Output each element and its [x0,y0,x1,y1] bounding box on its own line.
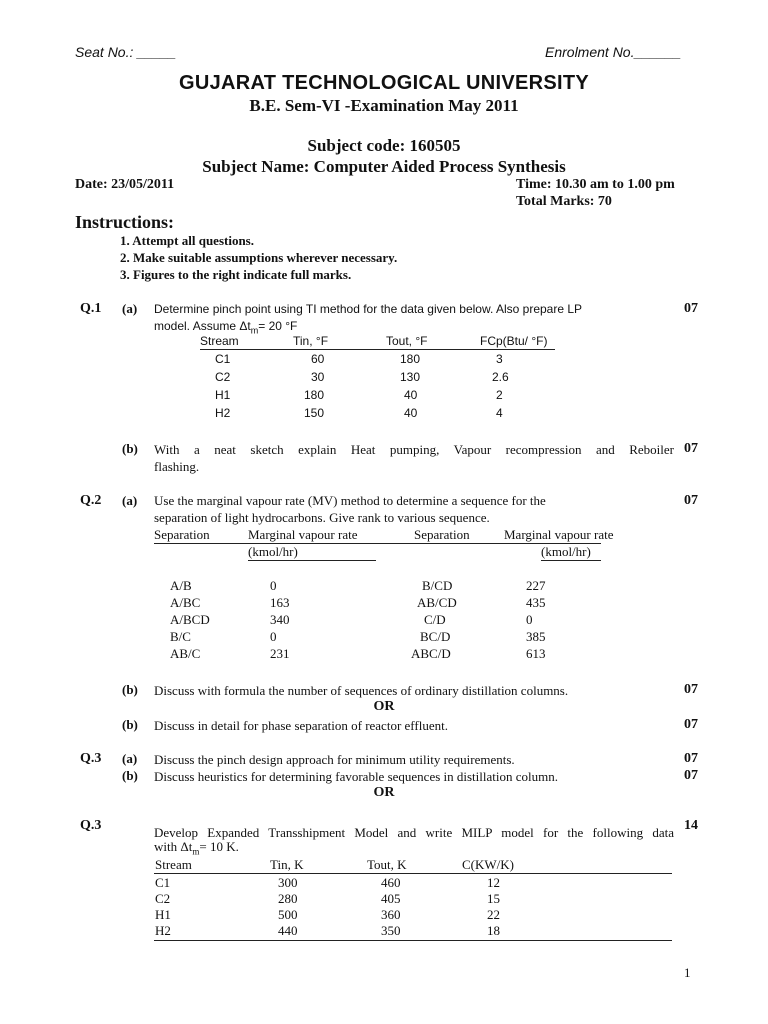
table-header: Marginal vapour rate [504,527,614,542]
table-cell: C2 [155,891,171,906]
part-label: (a) [122,301,138,316]
table-cell: 163 [270,595,290,610]
question-text-line: separation of light hydrocarbons. Give rank to various sequence. [154,510,490,525]
marks-value: 07 [684,441,698,456]
table-header: Tout, °F [386,334,428,348]
table-cell: 0 [270,578,277,593]
table-cell: C1 [215,352,231,366]
total-marks: Total Marks: 70 [516,194,612,209]
table-unit: (kmol/hr) [248,544,298,559]
question-text: Discuss the pinch design approach for minimum utility requirements. [154,752,515,767]
underline [541,560,601,561]
table-cell: 40 [404,406,418,420]
exam-title: B.E. Sem-VI -Examination May 2011 [249,96,519,115]
table-cell: 300 [278,875,298,890]
or-separator: OR [373,785,395,800]
table-cell: 4 [496,406,503,420]
table-unit: (kmol/hr) [541,544,591,559]
instructions-heading: Instructions: [75,212,175,232]
table-cell: 0 [270,629,277,644]
marks-value: 07 [684,768,698,783]
table-cell: H2 [155,923,171,938]
table-row [200,370,580,388]
table-cell: 18 [487,923,500,938]
question-number: Q.3 [80,751,102,766]
table-cell: 231 [270,646,290,661]
table-cell: 130 [400,370,421,384]
table-cell: 405 [381,891,401,906]
table-cell: C/D [424,612,446,627]
question-text [154,826,674,859]
table-cell: 15 [487,891,500,906]
table-cell: 2.6 [492,370,509,384]
part-label: (a) [122,751,138,766]
table-header: Separation [154,527,210,542]
subject-code: Subject code: 160505 [307,136,461,155]
question-text-line: Develop Expanded Transshipment Model and write MILP model for the following data [154,825,674,840]
table-cell: 30 [311,370,325,384]
table-cell: A/B [170,578,192,593]
table-cell: 500 [278,907,298,922]
table-cell: 22 [487,907,500,922]
question-text [154,492,546,526]
instruction-item: 2. Make suitable assumptions wherever necessary. [120,250,398,265]
question-text-line: Determine pinch point using TI method for the data given below. Also prepare LP [154,302,583,316]
question-text-line: flashing. [154,459,200,474]
question-text-line: Use the marginal vapour rate (MV) method to determine a sequence for the [154,493,546,508]
question-text-part: = 20 °F [258,319,298,333]
table-header: Stream [200,334,239,348]
table-cell: ABC/D [411,646,451,661]
question-number: Q.1 [80,301,102,316]
table-header: Stream [155,857,192,872]
table-cell: 385 [526,629,546,644]
underline [154,543,202,544]
subscript: m [192,846,200,857]
table-cell: H2 [215,406,231,420]
table-cell: 60 [311,352,325,366]
table-cell: BC/D [420,629,451,644]
table-cell: 440 [278,923,298,938]
instruction-item: 1. Attempt all questions. [120,233,254,248]
exam-date: Date: 23/05/2011 [75,177,175,192]
table-header: Tin, °F [293,334,329,348]
table-cell: A/BC [170,595,201,610]
table-header: Tout, K [367,857,407,872]
marks-value: 07 [684,717,698,732]
enrolment-number-field: Enrolment No.______ [545,44,682,60]
table-cell: 0 [526,612,533,627]
table-cell: C1 [155,875,171,890]
question-text-part: with Δt [154,839,193,854]
table-cell: 3 [496,352,503,366]
part-label: (b) [122,768,138,783]
table-cell: 340 [270,612,290,627]
page-number: 1 [684,965,691,980]
table-cell: 613 [526,646,546,661]
question-number: Q.3 [80,818,102,833]
pinch-data-table [200,334,580,424]
table-cell: C2 [215,370,231,384]
table-header: Tin, K [270,857,304,872]
table-header: FCp(Btu/ °F) [480,334,548,348]
table-cell: 227 [526,578,546,593]
marks-value: 14 [684,818,698,833]
table-header: Separation [414,527,470,542]
table-row [200,352,580,370]
table-row [200,388,580,406]
table-cell: 460 [381,875,401,890]
instruction-item: 3. Figures to the right indicate full marks. [120,267,352,282]
marks-value: 07 [684,493,698,508]
table-cell: 350 [381,923,401,938]
part-label: (a) [122,493,138,508]
table-cell: 12 [487,875,500,890]
table-cell: 150 [304,406,325,420]
table-cell: 280 [278,891,298,906]
table-cell: 2 [496,388,503,402]
question-text [154,441,674,475]
part-label: (b) [122,717,138,732]
table-cell: B/CD [422,578,453,593]
question-text-line [154,840,674,859]
marks-value: 07 [684,301,698,316]
table-cell: AB/CD [417,595,457,610]
question-text-part: = 10 K. [199,839,239,854]
marks-value: 07 [684,682,698,697]
question-number: Q.2 [80,493,102,508]
table-cell: H1 [215,388,231,402]
table-rule [154,873,672,874]
question-text-part: model. Assume Δt [154,319,251,333]
subject-name: Subject Name: Computer Aided Process Synthesis [202,157,566,176]
question-text: Discuss with formula the number of sequences of ordinary distillation columns. [154,683,569,698]
marks-value: 07 [684,751,698,766]
table-cell: 180 [400,352,421,366]
table-cell: 180 [304,388,325,402]
or-separator: OR [373,699,395,714]
part-label: (b) [122,682,138,697]
table-cell: AB/C [170,646,201,661]
university-title: GUJARAT TECHNOLOGICAL UNIVERSITY [179,72,589,94]
exam-time: Time: 10.30 am to 1.00 pm [516,177,675,192]
seat-number-field: Seat No.: _____ [75,44,177,60]
table-cell: 360 [381,907,401,922]
table-header: C(KW/K) [462,857,514,872]
table-cell: 40 [404,388,418,402]
table-rule [200,349,555,350]
question-text: Discuss in detail for phase separation of reactor effluent. [154,718,448,733]
subscript: m [250,325,259,336]
table-cell: B/C [170,629,191,644]
table-rule [154,940,672,941]
underline [248,560,376,561]
table-cell: 435 [526,595,546,610]
question-text-line: With a neat sketch explain Heat pumping, Vapour recompression and Reboiler [154,442,674,457]
table-row [200,406,580,424]
table-cell: H1 [155,907,171,922]
part-label: (b) [122,441,138,456]
question-text: Discuss heuristics for determining favorable sequences in distillation column. [154,769,558,784]
table-header: Marginal vapour rate [248,527,358,542]
table-cell: A/BCD [170,612,210,627]
